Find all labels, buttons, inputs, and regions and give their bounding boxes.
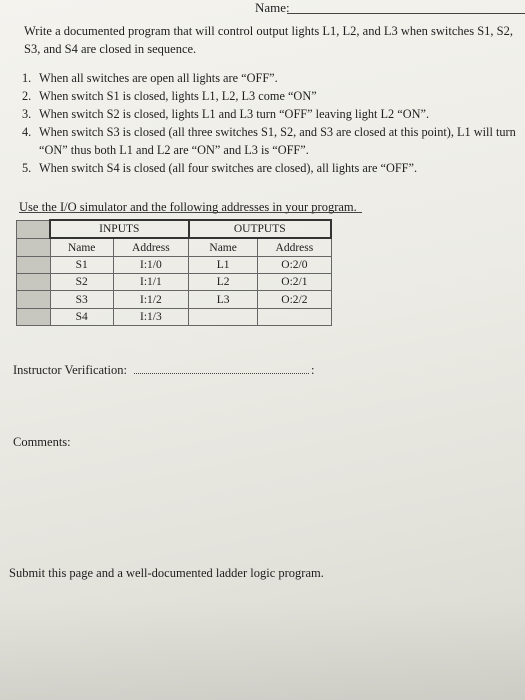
sequence-steps [22, 69, 522, 177]
output-address-cell: O:2/0 [258, 256, 331, 273]
input-address-cell: I:1/0 [113, 256, 188, 273]
comments-label: Comments: [13, 435, 71, 449]
step-text: When switch S2 is closed, lights L1 and L3 turn “OFF” leaving light L2 “ON”. [39, 107, 430, 121]
table-row [17, 274, 332, 291]
column-header: Name [50, 238, 113, 256]
step-text: When switch S4 is closed (all four switches are closed), all lights are “OFF”. [39, 161, 418, 175]
step-number: 4. [22, 125, 32, 139]
step-number: 3. [22, 107, 32, 121]
page-shadow [0, 600, 525, 700]
column-header: Name [189, 238, 258, 256]
verification-signature-line [134, 373, 309, 374]
step-3 [22, 105, 522, 123]
table-margin-cell [17, 291, 51, 308]
output-name-cell: L2 [189, 274, 258, 291]
input-address-cell: I:1/3 [113, 308, 188, 325]
input-name-cell: S4 [50, 308, 113, 325]
column-header: Address [113, 238, 188, 256]
instructor-verification-label: Instructor Verification: [13, 363, 127, 377]
step-number: 1. [22, 71, 32, 85]
io-address-table [16, 219, 332, 326]
input-name-cell: S1 [50, 256, 113, 273]
table-row [17, 291, 332, 308]
io-instructions: Use the I/O simulator and the following addresses in your program. [19, 200, 357, 214]
input-address-cell: I:1/1 [113, 274, 188, 291]
step-text: When all switches are open all lights are “OFF”. [39, 71, 278, 85]
output-name-cell: L3 [189, 291, 258, 308]
verification-colon: : [311, 363, 315, 377]
table-margin-cell [17, 256, 51, 273]
table-row [17, 256, 332, 273]
step-2 [22, 87, 522, 105]
table-margin-cell [17, 238, 51, 256]
step-text: When switch S3 is closed (all three switches S1, S2, and S3 are closed at this point), L1 will turn “ON” thus both L1 and L2 are “ON” and L3 is “OFF”. [39, 125, 516, 157]
output-address-cell: O:2/2 [258, 291, 331, 308]
table-row [17, 308, 332, 325]
output-address-cell: O:2/1 [258, 274, 331, 291]
inputs-header: INPUTS [50, 220, 188, 238]
io-instructions-underline [19, 212, 362, 213]
output-name-cell [189, 308, 258, 325]
table-margin-cell [17, 274, 51, 291]
table-margin-cell [17, 220, 51, 238]
step-text: When switch S1 is closed, lights L1, L2, L3 come “ON” [39, 89, 317, 103]
column-header: Address [258, 238, 331, 256]
submission-instructions: Submit this page and a well-documented ladder logic program. [9, 566, 324, 580]
outputs-header: OUTPUTS [189, 220, 331, 238]
name-label: Name: [255, 0, 290, 15]
step-number: 5. [22, 161, 32, 175]
table-margin-cell [17, 308, 51, 325]
step-5 [22, 159, 522, 177]
input-name-cell: S3 [50, 291, 113, 308]
output-name-cell: L1 [189, 256, 258, 273]
input-name-cell: S2 [50, 274, 113, 291]
name-blank-line [287, 13, 525, 14]
output-address-cell [258, 308, 331, 325]
step-4 [22, 123, 522, 159]
assignment-intro: Write a documented program that will control output lights L1, L2, and L3 when switches S1, S2, S3, and S4 are closed in sequence. [24, 24, 513, 56]
input-address-cell: I:1/2 [113, 291, 188, 308]
step-1 [22, 69, 522, 87]
step-number: 2. [22, 89, 32, 103]
